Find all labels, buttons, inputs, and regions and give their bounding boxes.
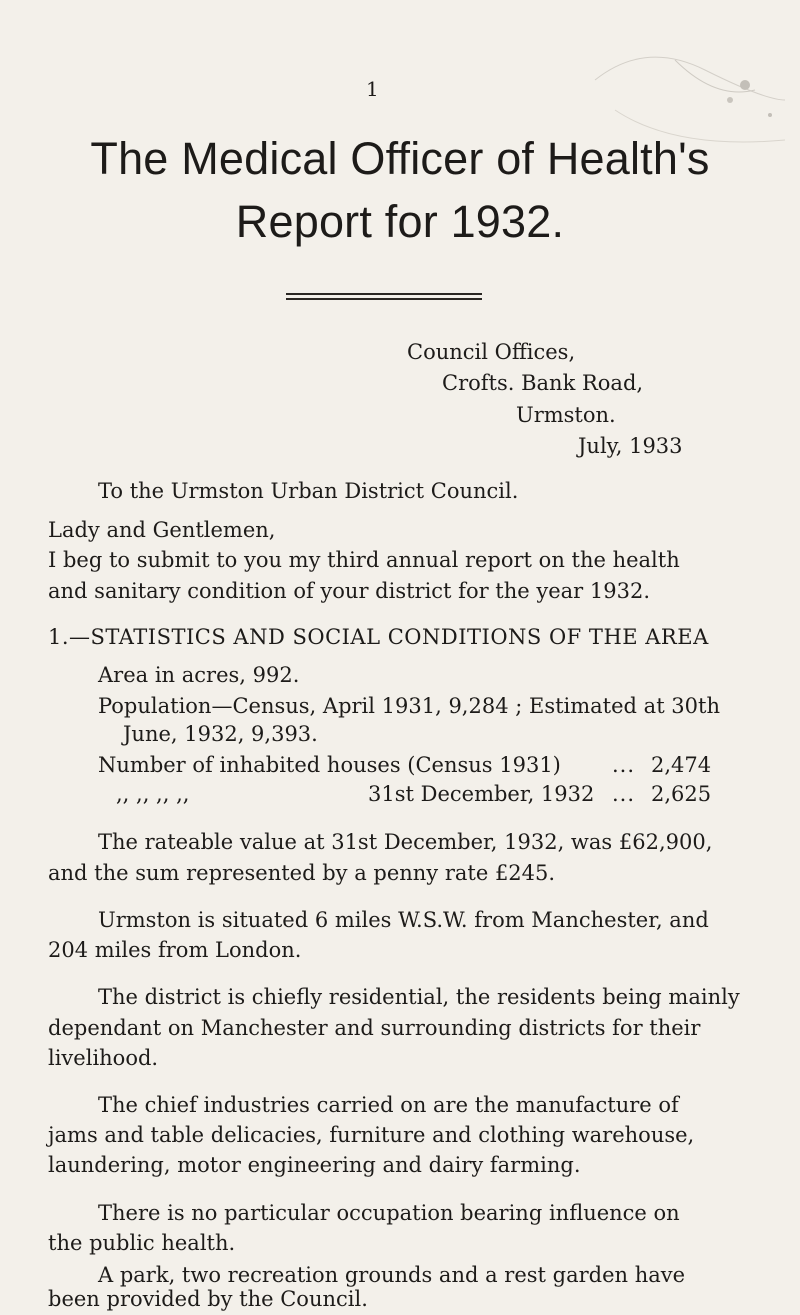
address-line2: Crofts. Bank Road, xyxy=(442,371,644,395)
houses-december-dots: ... xyxy=(612,782,636,806)
residential-line3: livelihood. xyxy=(48,1046,159,1070)
houses-census-value: 2,474 xyxy=(651,753,712,777)
occupation-line2: the public health. xyxy=(48,1231,236,1255)
location-line2: 204 miles from London. xyxy=(48,938,302,962)
address-line3: Urmston. xyxy=(516,403,616,427)
salutation: Lady and Gentlemen, xyxy=(48,518,276,542)
residential-line2: dependant on Manchester and surrounding districts for their xyxy=(48,1016,701,1040)
houses-december-label: 31st December, 1932 xyxy=(368,782,595,806)
report-title-line1: The Medical Officer of Health's xyxy=(90,133,710,184)
report-title-line2: Report for 1932. xyxy=(235,196,565,247)
intro-line2: and sanitary condition of your district for the year 1932. xyxy=(48,579,651,603)
area-line: Area in acres, 992. xyxy=(98,663,300,687)
rateable-line2: and the sum represented by a penny rate £245. xyxy=(48,861,556,885)
occupation-line1: There is no particular occupation bearing influence on xyxy=(98,1201,680,1225)
houses-december-value: 2,625 xyxy=(651,782,712,806)
location-line1: Urmston is situated 6 miles W.S.W. from Manchester, and xyxy=(98,908,709,932)
population-line2: June, 1932, 9,393. xyxy=(123,722,318,746)
houses-census-dots: ... xyxy=(612,753,636,777)
residential-line1: The district is chiefly residential, the residents being mainly xyxy=(98,985,740,1009)
houses-ditto-marks: ,, ,, ,, ,, xyxy=(116,782,190,806)
industries-line2: jams and table delicacies, furniture and clothing warehouse, xyxy=(48,1123,695,1147)
section1-heading: 1.—STATISTICS AND SOCIAL CONDITIONS OF THE AREA xyxy=(48,625,709,649)
industries-line1: The chief industries carried on are the manufacture of xyxy=(98,1093,679,1117)
addressee: To the Urmston Urban District Council. xyxy=(98,479,519,503)
double-rule-bottom xyxy=(286,298,482,300)
page-number: 1 xyxy=(366,77,379,101)
park-line2: been provided by the Council. xyxy=(48,1287,368,1311)
address-line1: Council Offices, xyxy=(407,340,576,364)
park-line1: A park, two recreation grounds and a rest garden have xyxy=(98,1263,686,1287)
address-date: July, 1933 xyxy=(578,434,683,458)
houses-census-label: Number of inhabited houses (Census 1931) xyxy=(98,753,561,777)
intro-line1: I beg to submit to you my third annual report on the health xyxy=(48,548,680,572)
industries-line3: laundering, motor engineering and dairy farming. xyxy=(48,1153,581,1177)
population-line1: Population—Census, April 1931, 9,284 ; Estimated at 30th xyxy=(98,694,720,718)
rateable-line1: The rateable value at 31st December, 1932, was £62,900, xyxy=(98,830,713,854)
double-rule-top xyxy=(286,293,482,295)
